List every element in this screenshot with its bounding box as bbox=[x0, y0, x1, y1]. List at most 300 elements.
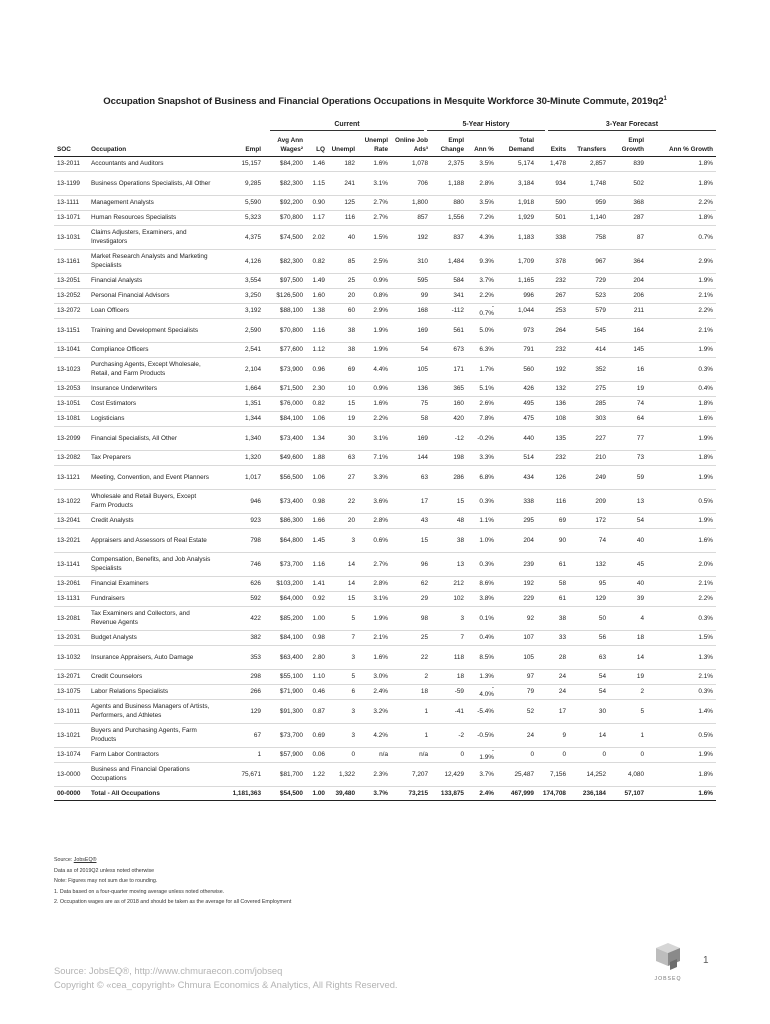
table-row bbox=[54, 304, 716, 319]
cell-exits: 232 bbox=[537, 451, 569, 466]
cell-unempl: 69 bbox=[328, 358, 358, 382]
cell-ann-growth: 1.8% bbox=[647, 211, 716, 226]
cell-empl-change: -41 bbox=[431, 700, 467, 724]
jobseq-logo-icon bbox=[646, 940, 690, 984]
cell-empl-growth: 16 bbox=[609, 358, 647, 382]
cell-soc: 13-1074 bbox=[54, 748, 88, 763]
cell-empl-change: -12 bbox=[431, 427, 467, 451]
cell-transfers: 1,140 bbox=[569, 211, 609, 226]
cell-empl: 592 bbox=[214, 592, 264, 607]
cell-unempl: 0 bbox=[328, 748, 358, 763]
cell-occupation: Training and Development Specialists bbox=[88, 319, 214, 343]
cell-empl-growth: 4,080 bbox=[609, 763, 647, 787]
cell-empl-change: 1,484 bbox=[431, 250, 467, 274]
cell-exits: 136 bbox=[537, 397, 569, 412]
cell-lq: 1.34 bbox=[306, 427, 328, 451]
cell-unempl-rate: 3.0% bbox=[358, 670, 391, 685]
cell-soc: 13-2072 bbox=[54, 304, 88, 319]
cell-transfers: 129 bbox=[569, 592, 609, 607]
cell-unempl-rate: 2.8% bbox=[358, 577, 391, 592]
cell-online-ads: 857 bbox=[391, 211, 431, 226]
cell-ann-growth: 1.8% bbox=[647, 451, 716, 466]
cell-transfers: 54 bbox=[569, 685, 609, 700]
cell-occupation: Agents and Business Managers of Artists, Performers, and Athletes bbox=[88, 700, 214, 724]
cell-empl-growth: 73 bbox=[609, 451, 647, 466]
cell-unempl-rate: 1.9% bbox=[358, 343, 391, 358]
cell-soc: 13-2071 bbox=[54, 670, 88, 685]
column-group-headers bbox=[0, 121, 770, 133]
table-row bbox=[54, 157, 716, 172]
cell-wages: $73,900 bbox=[264, 358, 306, 382]
table-row bbox=[54, 553, 716, 577]
cell-empl: 923 bbox=[214, 514, 264, 529]
cell-transfers: 74 bbox=[569, 529, 609, 553]
cell-occupation: Total - All Occupations bbox=[88, 787, 214, 801]
cell-online-ads: 7,207 bbox=[391, 763, 431, 787]
cell-exits: 9 bbox=[537, 724, 569, 748]
cell-ann-pct: 6.3% bbox=[467, 343, 497, 358]
cell-wages: $71,500 bbox=[264, 382, 306, 397]
cell-unempl-rate: 3.6% bbox=[358, 490, 391, 514]
cell-ann-pct: -0.2% bbox=[467, 427, 497, 451]
cell-unempl-rate: 1.9% bbox=[358, 607, 391, 631]
cell-ann-growth: 2.2% bbox=[647, 304, 716, 319]
cell-ann-growth: 1.8% bbox=[647, 172, 716, 196]
cell-transfers: 579 bbox=[569, 304, 609, 319]
cell-empl-change: 286 bbox=[431, 466, 467, 490]
cell-ann-pct: -0.5% bbox=[467, 724, 497, 748]
cell-unempl-rate: 0.9% bbox=[358, 382, 391, 397]
cell-online-ads: 63 bbox=[391, 466, 431, 490]
table-row bbox=[54, 466, 716, 490]
cell-empl: 15,157 bbox=[214, 157, 264, 172]
cell-online-ads: 25 bbox=[391, 631, 431, 646]
cell-ann-growth: 0.3% bbox=[647, 607, 716, 631]
table-row bbox=[54, 646, 716, 670]
cell-exits: 253 bbox=[537, 304, 569, 319]
cell-unempl: 3 bbox=[328, 529, 358, 553]
cell-ann-pct: 2.4% bbox=[467, 787, 497, 801]
cell-empl-change: 3 bbox=[431, 607, 467, 631]
cell-wages: $71,900 bbox=[264, 685, 306, 700]
cell-transfers: 0 bbox=[569, 748, 609, 763]
cell-ann-growth: 1.9% bbox=[647, 514, 716, 529]
cell-online-ads: 15 bbox=[391, 529, 431, 553]
table-row bbox=[54, 274, 716, 289]
cell-empl-growth: 59 bbox=[609, 466, 647, 490]
header-occupation: Occupation bbox=[88, 135, 214, 157]
cell-total-demand: 1,044 bbox=[497, 304, 537, 319]
cell-transfers: 2,857 bbox=[569, 157, 609, 172]
cell-lq: 1.17 bbox=[306, 211, 328, 226]
cell-total-demand: 996 bbox=[497, 289, 537, 304]
cell-empl: 298 bbox=[214, 670, 264, 685]
cell-occupation: Compensation, Benefits, and Job Analysis Specialists bbox=[88, 553, 214, 577]
cell-ann-growth: 0.7% bbox=[647, 226, 716, 250]
cell-soc: 00-0000 bbox=[54, 787, 88, 801]
cell-unempl: 60 bbox=[328, 304, 358, 319]
cell-empl-growth: 287 bbox=[609, 211, 647, 226]
cell-empl: 266 bbox=[214, 685, 264, 700]
cell-ann-pct: 4.3% bbox=[467, 226, 497, 250]
cell-lq: 0.96 bbox=[306, 358, 328, 382]
cell-lq: 1.10 bbox=[306, 670, 328, 685]
cell-empl-growth: 64 bbox=[609, 412, 647, 427]
cell-lq: 1.38 bbox=[306, 304, 328, 319]
cell-online-ads: 136 bbox=[391, 382, 431, 397]
cell-soc: 13-2021 bbox=[54, 529, 88, 553]
cell-empl-growth: 19 bbox=[609, 382, 647, 397]
cell-unempl: 10 bbox=[328, 382, 358, 397]
cell-wages: $91,300 bbox=[264, 700, 306, 724]
cell-total-demand: 495 bbox=[497, 397, 537, 412]
cell-ann-pct: 0.4% bbox=[467, 631, 497, 646]
cell-empl-growth: 5 bbox=[609, 700, 647, 724]
cell-transfers: 275 bbox=[569, 382, 609, 397]
cell-ann-pct: 9.3% bbox=[467, 250, 497, 274]
cell-occupation: Tax Examiners and Collectors, and Revenue Agents bbox=[88, 607, 214, 631]
table-row bbox=[54, 343, 716, 358]
table-row bbox=[54, 700, 716, 724]
cell-lq: 2.02 bbox=[306, 226, 328, 250]
cell-occupation: Wholesale and Retail Buyers, Except Farm Products bbox=[88, 490, 214, 514]
cell-soc: 13-1151 bbox=[54, 319, 88, 343]
cell-ann-growth: 1.8% bbox=[647, 397, 716, 412]
footer-source: Source: JobsEQ®, http://www.chmuraecon.com/jobseq bbox=[54, 965, 283, 976]
cell-occupation: Business and Financial Operations Occupations bbox=[88, 763, 214, 787]
cell-online-ads: 17 bbox=[391, 490, 431, 514]
note-line: 2. Occupation wages are as of 2018 and should be taken as the average for all Covered Employment bbox=[54, 899, 292, 905]
cell-transfers: 227 bbox=[569, 427, 609, 451]
cell-ann-growth: 2.1% bbox=[647, 289, 716, 304]
cell-lq: 1.06 bbox=[306, 412, 328, 427]
cell-soc: 13-1023 bbox=[54, 358, 88, 382]
cell-empl-change: 18 bbox=[431, 670, 467, 685]
cell-wages: $76,000 bbox=[264, 397, 306, 412]
cell-occupation: Financial Examiners bbox=[88, 577, 214, 592]
cell-exits: 7,156 bbox=[537, 763, 569, 787]
table-row bbox=[54, 412, 716, 427]
cell-ann-growth: 2.1% bbox=[647, 670, 716, 685]
cell-occupation: Budget Analysts bbox=[88, 631, 214, 646]
cell-unempl: 20 bbox=[328, 289, 358, 304]
cell-occupation: Cost Estimators bbox=[88, 397, 214, 412]
cell-transfers: 352 bbox=[569, 358, 609, 382]
cell-empl-change: 160 bbox=[431, 397, 467, 412]
cell-ann-growth: 1.8% bbox=[647, 763, 716, 787]
table-row bbox=[54, 196, 716, 211]
cell-wages: $49,600 bbox=[264, 451, 306, 466]
cell-ann-pct: 5.0% bbox=[467, 319, 497, 343]
cell-ann-pct: 2.8% bbox=[467, 172, 497, 196]
cell-empl: 75,671 bbox=[214, 763, 264, 787]
cell-ann-pct: 3.7% bbox=[467, 763, 497, 787]
table-row bbox=[54, 631, 716, 646]
cell-empl-growth: 40 bbox=[609, 529, 647, 553]
cell-online-ads: 144 bbox=[391, 451, 431, 466]
cell-wages: $84,200 bbox=[264, 157, 306, 172]
cell-soc: 13-1032 bbox=[54, 646, 88, 670]
cell-soc: 13-0000 bbox=[54, 763, 88, 787]
cell-occupation: Market Research Analysts and Marketing Specialists bbox=[88, 250, 214, 274]
cell-empl-growth: 502 bbox=[609, 172, 647, 196]
cell-unempl-rate: 2.8% bbox=[358, 514, 391, 529]
cell-empl-change: 171 bbox=[431, 358, 467, 382]
cell-total-demand: 434 bbox=[497, 466, 537, 490]
cell-online-ads: 58 bbox=[391, 412, 431, 427]
cell-unempl-rate: 3.1% bbox=[358, 172, 391, 196]
cell-empl-change: -59 bbox=[431, 685, 467, 700]
cell-total-demand: 25,487 bbox=[497, 763, 537, 787]
cell-transfers: 30 bbox=[569, 700, 609, 724]
cell-empl-change: 0 bbox=[431, 748, 467, 763]
cell-exits: 69 bbox=[537, 514, 569, 529]
cell-transfers: 729 bbox=[569, 274, 609, 289]
cell-soc: 13-2081 bbox=[54, 607, 88, 631]
cell-empl-growth: 39 bbox=[609, 592, 647, 607]
notes: Source: JobsEQ® Data as of 2019Q2 unless noted otherwise Note: Figures may not sum due to rounding. 1. Data based on a four-quarter moving average unless noted otherwise. 2. Occupation wages are as of 2018 and should be taken as the average for all Covered Employment bbox=[54, 855, 291, 908]
cell-online-ads: 1 bbox=[391, 700, 431, 724]
cell-lq: 0.82 bbox=[306, 250, 328, 274]
cell-total-demand: 97 bbox=[497, 670, 537, 685]
cell-online-ads: 98 bbox=[391, 607, 431, 631]
cell-ann-growth: 1.9% bbox=[647, 343, 716, 358]
cell-empl-change: 880 bbox=[431, 196, 467, 211]
cell-empl: 2,104 bbox=[214, 358, 264, 382]
cell-exits: 24 bbox=[537, 670, 569, 685]
cell-online-ads: 2 bbox=[391, 670, 431, 685]
cell-online-ads: 99 bbox=[391, 289, 431, 304]
header-total-demand: Total Demand bbox=[497, 135, 537, 157]
cell-empl: 129 bbox=[214, 700, 264, 724]
cell-ann-pct: 7.2% bbox=[467, 211, 497, 226]
cell-lq: 0.87 bbox=[306, 700, 328, 724]
cell-wages: $86,300 bbox=[264, 514, 306, 529]
cell-ann-growth: 0.4% bbox=[647, 382, 716, 397]
cell-empl: 1,181,363 bbox=[214, 787, 264, 801]
cell-empl-growth: 74 bbox=[609, 397, 647, 412]
cell-unempl-rate: n/a bbox=[358, 748, 391, 763]
cell-online-ads: 706 bbox=[391, 172, 431, 196]
cell-unempl-rate: 3.2% bbox=[358, 700, 391, 724]
cell-empl-change: 102 bbox=[431, 592, 467, 607]
cell-online-ads: 169 bbox=[391, 319, 431, 343]
cell-transfers: 959 bbox=[569, 196, 609, 211]
cell-exits: 135 bbox=[537, 427, 569, 451]
cell-empl-growth: 204 bbox=[609, 274, 647, 289]
cell-lq: 0.98 bbox=[306, 490, 328, 514]
cell-unempl-rate: 7.1% bbox=[358, 451, 391, 466]
table-row bbox=[54, 451, 716, 466]
cell-wages: $74,500 bbox=[264, 226, 306, 250]
cell-soc: 13-1041 bbox=[54, 343, 88, 358]
header-ann-growth: Ann % Growth bbox=[647, 135, 716, 157]
table-row bbox=[54, 577, 716, 592]
cell-transfers: 172 bbox=[569, 514, 609, 529]
table-row bbox=[54, 397, 716, 412]
cell-total-demand: 204 bbox=[497, 529, 537, 553]
cell-ann-pct: 3.5% bbox=[467, 157, 497, 172]
cell-online-ads: 73,215 bbox=[391, 787, 431, 801]
cell-empl-change: 118 bbox=[431, 646, 467, 670]
cell-empl: 1,351 bbox=[214, 397, 264, 412]
cell-online-ads: 1,800 bbox=[391, 196, 431, 211]
cell-unempl-rate: 0.8% bbox=[358, 289, 391, 304]
page-footer bbox=[54, 964, 398, 992]
cell-soc: 13-1021 bbox=[54, 724, 88, 748]
cell-unempl-rate: 2.4% bbox=[358, 685, 391, 700]
cell-unempl: 7 bbox=[328, 631, 358, 646]
cell-unempl: 25 bbox=[328, 274, 358, 289]
cell-unempl: 5 bbox=[328, 607, 358, 631]
cell-empl-change: 673 bbox=[431, 343, 467, 358]
cell-unempl-rate: 1.6% bbox=[358, 157, 391, 172]
cell-ann-pct: 1.7% bbox=[467, 358, 497, 382]
cell-transfers: 63 bbox=[569, 646, 609, 670]
cell-exits: 90 bbox=[537, 529, 569, 553]
cell-wages: $63,400 bbox=[264, 646, 306, 670]
cell-unempl-rate: 2.7% bbox=[358, 211, 391, 226]
cell-soc: 13-2099 bbox=[54, 427, 88, 451]
source-link[interactable]: JobsEQ® bbox=[73, 857, 97, 863]
cell-occupation: Farm Labor Contractors bbox=[88, 748, 214, 763]
cell-empl-change: -112 bbox=[431, 304, 467, 319]
cell-wages: $64,800 bbox=[264, 529, 306, 553]
table-row bbox=[54, 685, 716, 700]
cell-soc: 13-2053 bbox=[54, 382, 88, 397]
cell-occupation: Claims Adjusters, Examiners, and Investigators bbox=[88, 226, 214, 250]
cell-ann-growth: 1.6% bbox=[647, 529, 716, 553]
cell-wages: $97,500 bbox=[264, 274, 306, 289]
cell-unempl-rate: 3.1% bbox=[358, 592, 391, 607]
cell-occupation: Financial Specialists, All Other bbox=[88, 427, 214, 451]
cell-ann-growth: 0.5% bbox=[647, 490, 716, 514]
cell-empl-change: 1,188 bbox=[431, 172, 467, 196]
cell-empl-growth: 40 bbox=[609, 577, 647, 592]
cell-exits: 338 bbox=[537, 226, 569, 250]
group-current: Current bbox=[270, 121, 424, 131]
cell-ann-growth: 2.2% bbox=[647, 196, 716, 211]
cell-total-demand: 1,183 bbox=[497, 226, 537, 250]
cell-lq: 1.00 bbox=[306, 787, 328, 801]
cell-empl-growth: 206 bbox=[609, 289, 647, 304]
cell-transfers: 249 bbox=[569, 466, 609, 490]
cell-ann-pct: 2.6% bbox=[467, 397, 497, 412]
cell-lq: 1.16 bbox=[306, 319, 328, 343]
cell-total-demand: 791 bbox=[497, 343, 537, 358]
cell-soc: 13-1031 bbox=[54, 226, 88, 250]
cell-lq: 0.06 bbox=[306, 748, 328, 763]
cell-transfers: 210 bbox=[569, 451, 609, 466]
cell-empl-growth: 14 bbox=[609, 646, 647, 670]
cell-ann-pct: 2.2% bbox=[467, 289, 497, 304]
cell-empl: 626 bbox=[214, 577, 264, 592]
cell-online-ads: 192 bbox=[391, 226, 431, 250]
table-row bbox=[54, 529, 716, 553]
cell-empl-growth: 54 bbox=[609, 514, 647, 529]
cell-soc: 13-2011 bbox=[54, 157, 88, 172]
table-row bbox=[54, 514, 716, 529]
cell-unempl: 3 bbox=[328, 646, 358, 670]
cell-ann-pct: 3.7% bbox=[467, 274, 497, 289]
cell-lq: 1.15 bbox=[306, 172, 328, 196]
cell-total-demand: 514 bbox=[497, 451, 537, 466]
cell-empl-change: 341 bbox=[431, 289, 467, 304]
cell-ann-growth: 0.5% bbox=[647, 724, 716, 748]
table-row bbox=[54, 763, 716, 787]
cell-lq: 1.16 bbox=[306, 553, 328, 577]
header-lq: LQ bbox=[306, 135, 328, 157]
cell-empl-change: 837 bbox=[431, 226, 467, 250]
cell-ann-pct: 3.5% bbox=[467, 196, 497, 211]
cell-occupation: Credit Counselors bbox=[88, 670, 214, 685]
cell-online-ads: 75 bbox=[391, 397, 431, 412]
footer-copyright: Copyright © «cea_copyright» Chmura Economics & Analytics, All Rights Reserved. bbox=[54, 979, 398, 990]
cell-total-demand: 79 bbox=[497, 685, 537, 700]
cell-ann-growth: 0.3% bbox=[647, 358, 716, 382]
cell-exits: 126 bbox=[537, 466, 569, 490]
cell-unempl-rate: 4.2% bbox=[358, 724, 391, 748]
cell-exits: 116 bbox=[537, 490, 569, 514]
cell-online-ads: 43 bbox=[391, 514, 431, 529]
cell-empl-change: 38 bbox=[431, 529, 467, 553]
cell-empl: 1,340 bbox=[214, 427, 264, 451]
cell-total-demand: 426 bbox=[497, 382, 537, 397]
cell-ann-growth: 0.3% bbox=[647, 685, 716, 700]
cell-transfers: 209 bbox=[569, 490, 609, 514]
cell-transfers: 132 bbox=[569, 553, 609, 577]
cell-ann-pct: 3.3% bbox=[467, 451, 497, 466]
cell-exits: 0 bbox=[537, 748, 569, 763]
cell-exits: 38 bbox=[537, 607, 569, 631]
cell-empl: 746 bbox=[214, 553, 264, 577]
cell-online-ads: 105 bbox=[391, 358, 431, 382]
cell-exits: 232 bbox=[537, 343, 569, 358]
cell-total-demand: 192 bbox=[497, 577, 537, 592]
cell-empl: 4,375 bbox=[214, 226, 264, 250]
cell-empl-growth: 211 bbox=[609, 304, 647, 319]
cell-total-demand: 338 bbox=[497, 490, 537, 514]
cell-wages: $84,100 bbox=[264, 631, 306, 646]
cell-total-demand: 24 bbox=[497, 724, 537, 748]
cell-exits: 264 bbox=[537, 319, 569, 343]
cell-wages: $77,600 bbox=[264, 343, 306, 358]
cell-transfers: 14 bbox=[569, 724, 609, 748]
cell-transfers: 56 bbox=[569, 631, 609, 646]
cell-empl-growth: 164 bbox=[609, 319, 647, 343]
cell-soc: 13-1161 bbox=[54, 250, 88, 274]
total-row bbox=[54, 787, 716, 801]
header-online-ads: Online Job Ads³ bbox=[391, 135, 431, 157]
cell-total-demand: 440 bbox=[497, 427, 537, 451]
cell-total-demand: 3,184 bbox=[497, 172, 537, 196]
table-row bbox=[54, 607, 716, 631]
cell-online-ads: 29 bbox=[391, 592, 431, 607]
cell-empl: 946 bbox=[214, 490, 264, 514]
cell-soc: 13-1081 bbox=[54, 412, 88, 427]
cell-online-ads: 96 bbox=[391, 553, 431, 577]
cell-occupation: Personal Financial Advisors bbox=[88, 289, 214, 304]
cell-online-ads: 18 bbox=[391, 685, 431, 700]
cell-online-ads: 168 bbox=[391, 304, 431, 319]
cell-total-demand: 52 bbox=[497, 700, 537, 724]
header-transfers: Transfers bbox=[569, 135, 609, 157]
cell-online-ads: 22 bbox=[391, 646, 431, 670]
cell-transfers: 545 bbox=[569, 319, 609, 343]
cell-empl: 798 bbox=[214, 529, 264, 553]
cell-lq: 1.66 bbox=[306, 514, 328, 529]
cell-empl: 67 bbox=[214, 724, 264, 748]
